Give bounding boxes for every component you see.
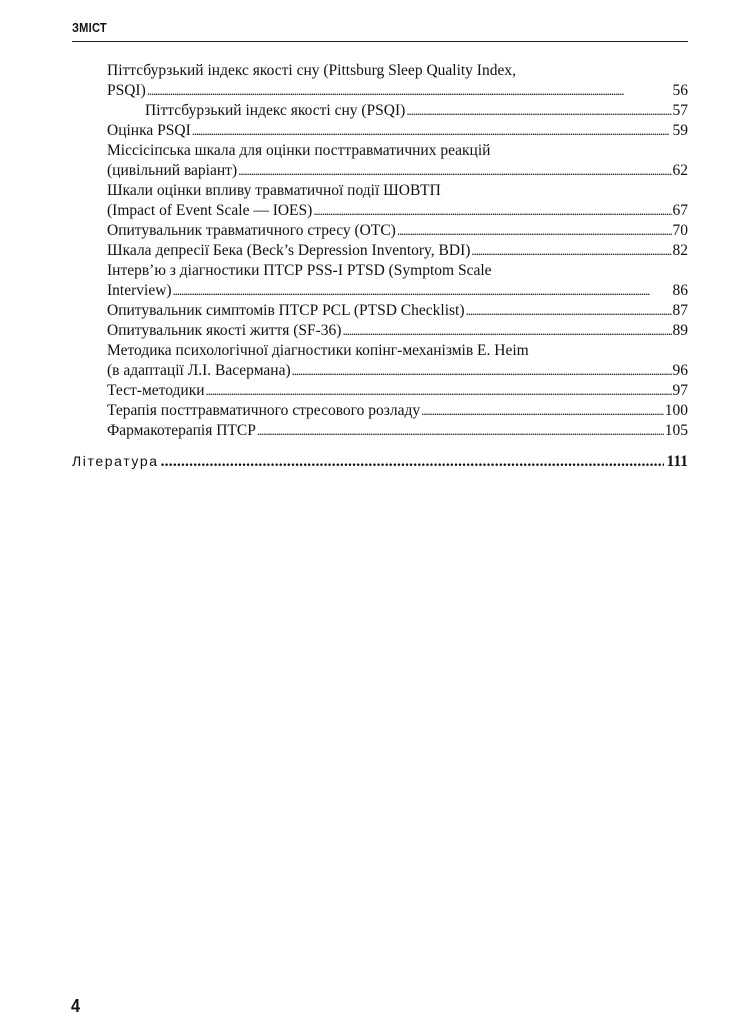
dot-leader bbox=[257, 421, 664, 441]
toc-entry-title: Інтерв’ю з діагностики ПТСР PSS-I PTSD (Symptom Scale bbox=[107, 262, 492, 279]
dot-leader bbox=[161, 452, 665, 472]
toc-page-number: 96 bbox=[672, 362, 688, 379]
dot-leader bbox=[421, 401, 664, 421]
dot-leader bbox=[406, 101, 671, 121]
toc-entry-title: (Impact of Event Scale — IOES) bbox=[107, 202, 313, 219]
toc-entry[interactable] bbox=[107, 261, 688, 301]
page-number: 4 bbox=[71, 996, 81, 1016]
toc-entry-title: Піттсбурзький індекс якості сну (Pittsburg Sleep Quality Index, bbox=[107, 62, 516, 79]
toc-entry-title: Опитувальник симптомів ПТСР PCL (PTSD Checklist) bbox=[107, 302, 465, 319]
toc-entry-title: Шкали оцінки впливу травматичної події ШОВТП bbox=[107, 182, 441, 199]
toc-entry-title: Тест-методики bbox=[107, 382, 205, 399]
toc-page-number: 82 bbox=[672, 242, 688, 259]
toc-entry[interactable] bbox=[107, 381, 688, 401]
toc-entry[interactable] bbox=[107, 121, 688, 141]
toc-entry[interactable] bbox=[107, 221, 688, 241]
toc-entry-title: Оцінка PSQI bbox=[107, 122, 191, 139]
toc-entry-title: Піттсбурзький індекс якості сну (PSQI) bbox=[145, 102, 406, 119]
toc-subentry[interactable] bbox=[107, 101, 688, 121]
toc-page-number: 56 bbox=[672, 82, 688, 99]
toc-entry-title: (в адаптації Л.І. Васермана) bbox=[107, 362, 291, 379]
toc-entry[interactable] bbox=[107, 61, 688, 101]
running-head: ЗМІСТ bbox=[72, 20, 107, 35]
toc-entry[interactable] bbox=[107, 341, 688, 381]
toc-page-number: 70 bbox=[672, 222, 688, 239]
toc-entry-title: Методика психологічної діагностики копінг-механізмів Е. Heim bbox=[107, 342, 529, 359]
table-of-contents bbox=[107, 61, 688, 441]
toc-entry-title: Опитувальник якості життя (SF-36) bbox=[107, 322, 342, 339]
toc-entry[interactable] bbox=[107, 401, 688, 421]
dot-leader bbox=[206, 381, 672, 401]
header-rule bbox=[72, 41, 688, 42]
toc-entry-title: Фармакотерапія ПТСР bbox=[107, 422, 256, 439]
toc-entry[interactable] bbox=[107, 301, 688, 321]
toc-entry[interactable] bbox=[107, 141, 688, 181]
toc-entry-literature[interactable] bbox=[72, 451, 688, 472]
toc-page-number: 62 bbox=[672, 162, 688, 179]
toc-entry-title: Опитувальник травматичного стресу (ОТС) bbox=[107, 222, 396, 239]
toc-entry[interactable] bbox=[107, 321, 688, 341]
toc-entry[interactable] bbox=[107, 181, 688, 221]
literature-label: Література bbox=[72, 453, 159, 469]
dot-leader bbox=[466, 301, 672, 321]
dot-leader bbox=[471, 241, 671, 261]
toc-page-number: 67 bbox=[672, 202, 688, 219]
toc-entry-title: Міссісіпська шкала для оцінки посттравматичних реакцій bbox=[107, 142, 491, 159]
toc-entry-title: Шкала депресії Бека (Beck’s Depression Inventory, BDI) bbox=[107, 242, 471, 259]
dot-leader bbox=[147, 81, 672, 101]
toc-page-number: 87 bbox=[672, 302, 688, 319]
toc-page-number: 105 bbox=[664, 422, 688, 439]
toc-page-number: 86 bbox=[672, 282, 688, 299]
toc-entry[interactable] bbox=[107, 241, 688, 261]
toc-page-number: 59 bbox=[672, 122, 688, 139]
dot-leader bbox=[238, 161, 671, 181]
toc-entry-title: PSQI) bbox=[107, 82, 146, 99]
toc-entry-title: (цивільний варіант) bbox=[107, 162, 238, 179]
dot-leader bbox=[397, 221, 672, 241]
dot-leader bbox=[313, 201, 671, 221]
toc-entry-title: Терапія посттравматичного стресового розладу bbox=[107, 402, 421, 419]
dot-leader bbox=[342, 321, 671, 341]
dot-leader bbox=[173, 281, 672, 301]
toc-page-number: 111 bbox=[666, 453, 688, 470]
toc-entry-title: Interview) bbox=[107, 282, 172, 299]
toc-page-number: 100 bbox=[664, 402, 688, 419]
toc-page-number: 89 bbox=[672, 322, 688, 339]
toc-entry[interactable] bbox=[107, 421, 688, 441]
dot-leader bbox=[292, 361, 672, 381]
toc-page-number: 57 bbox=[672, 102, 688, 119]
toc-page-number: 97 bbox=[672, 382, 688, 399]
dot-leader bbox=[192, 121, 672, 141]
